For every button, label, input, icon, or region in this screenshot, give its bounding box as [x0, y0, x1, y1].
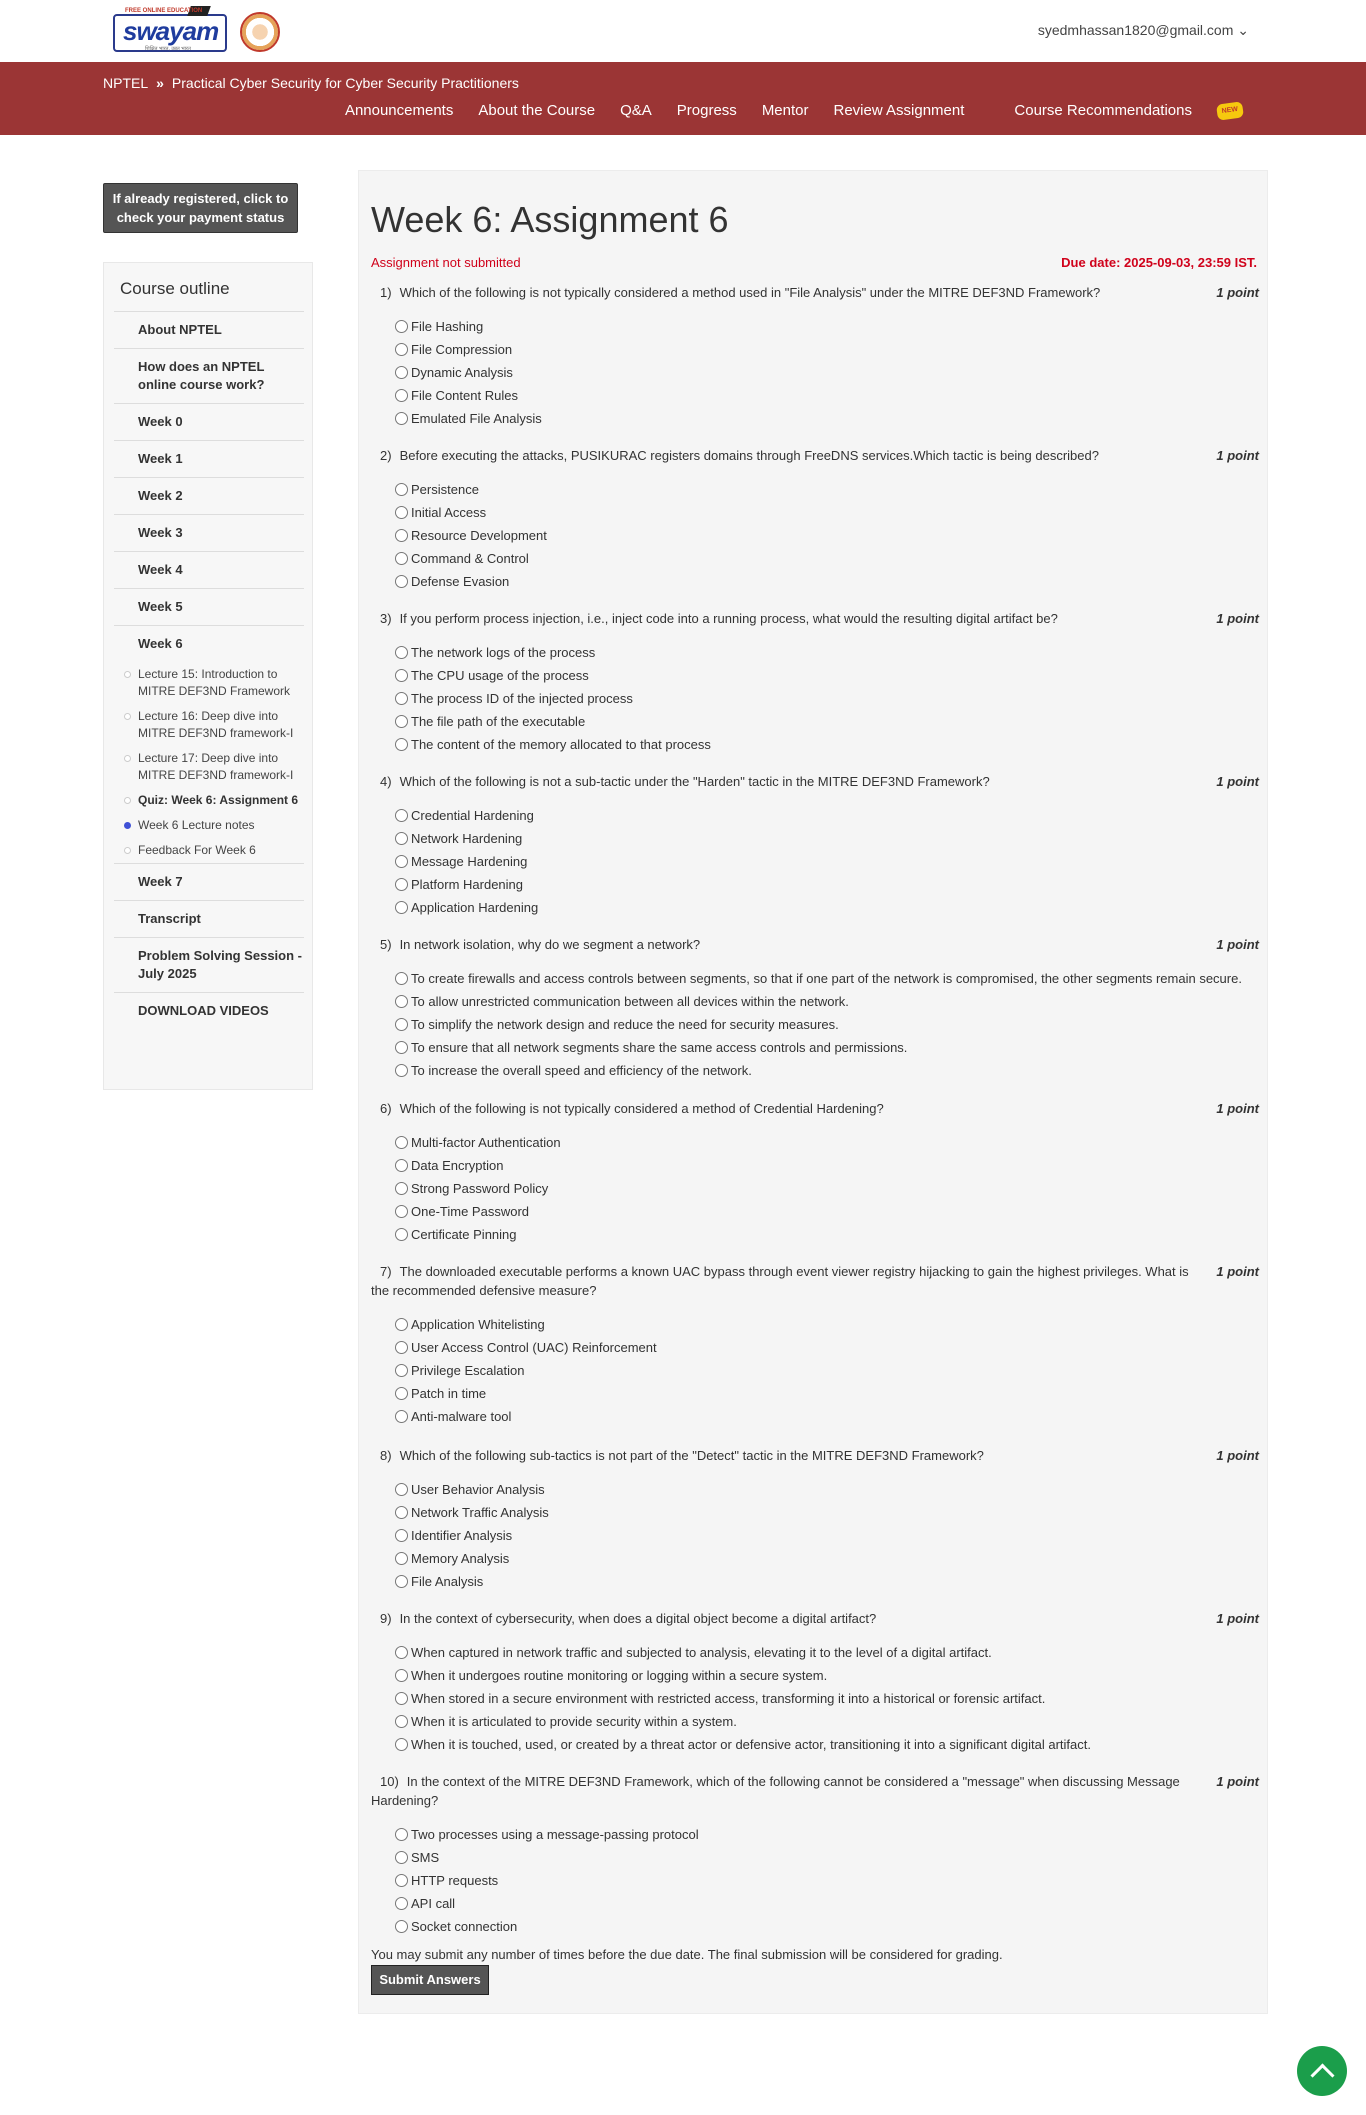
- answer-option-label: Privilege Escalation: [411, 1363, 525, 1378]
- answer-option-label: Anti-malware tool: [411, 1409, 512, 1424]
- outline-item-transcript[interactable]: Transcript: [114, 900, 304, 937]
- outline-item-week-1[interactable]: Week 1: [114, 440, 304, 477]
- question-number: 5): [380, 937, 392, 952]
- question-text: [371, 1772, 1259, 1810]
- swayam-logo-word: swayam: [123, 16, 219, 46]
- radio-button[interactable]: [395, 901, 408, 914]
- radio-button[interactable]: [395, 1136, 408, 1149]
- answer-option[interactable]: [395, 967, 1259, 990]
- radio-button[interactable]: [395, 1669, 408, 1682]
- submit-answers-button[interactable]: Submit Answers: [371, 1965, 489, 1995]
- answer-option-label: One-Time Password: [411, 1204, 529, 1219]
- answer-option[interactable]: [395, 873, 1259, 896]
- question-number: 8): [380, 1448, 392, 1463]
- unvisited-dot-icon: [124, 797, 131, 804]
- outline-sub-quiz-week-6[interactable]: [114, 788, 304, 813]
- answer-option[interactable]: [395, 1892, 1259, 1915]
- radio-button[interactable]: [395, 809, 408, 822]
- outline-sub-label: Lecture 16: Deep dive into MITRE DEF3ND framework-I: [138, 709, 294, 740]
- answer-option-label: Data Encryption: [411, 1158, 504, 1173]
- question-number: 6): [380, 1101, 392, 1116]
- course-nav-bar: [0, 62, 1366, 135]
- radio-button[interactable]: [395, 1897, 408, 1910]
- radio-button[interactable]: [395, 1410, 408, 1423]
- breadcrumb: [103, 75, 519, 91]
- question-prompt: If you perform process injection, i.e., inject code into a running process, what would the resulting digital artifact be?: [399, 611, 1058, 626]
- question-points: 1 point: [1216, 448, 1259, 463]
- answer-option-label: To ensure that all network segments share the same access controls and permissions.: [411, 1040, 908, 1055]
- outline-sub-label: Week 6 Lecture notes: [138, 818, 255, 832]
- answer-option[interactable]: [395, 1846, 1259, 1869]
- question-text: [371, 1099, 1259, 1118]
- question-text: [371, 1262, 1259, 1300]
- user-email: syedmhassan1820@gmail.com: [1037, 22, 1234, 38]
- question-text: [371, 283, 1259, 302]
- radio-button[interactable]: [395, 1205, 408, 1218]
- answer-options: [395, 1478, 1259, 1593]
- radio-button[interactable]: [395, 1874, 408, 1887]
- question-text: [371, 772, 1259, 791]
- question-number: 7): [380, 1264, 392, 1279]
- answer-option[interactable]: [395, 1200, 1259, 1223]
- answer-option-label: Two processes using a message-passing protocol: [411, 1827, 699, 1842]
- outline-item-about-nptel[interactable]: About NPTEL: [114, 311, 304, 348]
- answer-option[interactable]: [395, 804, 1259, 827]
- answer-option[interactable]: [395, 850, 1259, 873]
- question-prompt: The downloaded executable performs a known UAC bypass through event viewer registry hijacking to gain the highest privileges. What is the recommended defensive measure?: [371, 1264, 1189, 1298]
- outline-sub-label: Quiz: Week 6: Assignment 6: [138, 793, 299, 807]
- answer-option[interactable]: [395, 1733, 1259, 1756]
- answer-option[interactable]: [395, 990, 1259, 1013]
- breadcrumb-course[interactable]: Practical Cyber Security for Cyber Security Practitioners: [171, 75, 519, 91]
- radio-button[interactable]: [395, 1364, 408, 1377]
- nav-qa[interactable]: Q&A: [620, 102, 652, 119]
- answer-option[interactable]: [395, 338, 1259, 361]
- new-badge: NEW: [1216, 101, 1244, 120]
- radio-button[interactable]: [395, 412, 408, 425]
- answer-option-label: The network logs of the process: [411, 645, 596, 660]
- answer-option[interactable]: [395, 384, 1259, 407]
- question-prompt: Before executing the attacks, PUSIKURAC registers domains through FreeDNS services.Which tactic is being described?: [399, 448, 1099, 463]
- answer-options: [395, 1641, 1259, 1756]
- question-text: [371, 1609, 1259, 1628]
- answer-option[interactable]: [395, 1641, 1259, 1664]
- answer-option[interactable]: [395, 733, 1259, 756]
- outline-item-how-it-works[interactable]: How does an NPTEL online course work?: [114, 348, 304, 403]
- radio-button[interactable]: [395, 1738, 408, 1751]
- outline-item-problem-solving[interactable]: Problem Solving Session - July 2025: [114, 937, 304, 992]
- radio-button[interactable]: [395, 1228, 408, 1241]
- question-prompt: In the context of the MITRE DEF3ND Framework, which of the following cannot be considered a "message" when discussing Message Hardening?: [371, 1774, 1180, 1808]
- answer-option-label: To create firewalls and access controls between segments, so that if one part of the network is compromised, the other segments remain secure.: [411, 971, 1242, 986]
- answer-option[interactable]: [395, 1405, 1259, 1428]
- answer-option[interactable]: [395, 315, 1259, 338]
- outline-item-week-2[interactable]: Week 2: [114, 477, 304, 514]
- question-prompt: In network isolation, why do we segment a network?: [399, 937, 701, 952]
- nav-course-recommendations[interactable]: [989, 102, 1243, 119]
- swayam-logo[interactable]: [113, 8, 227, 52]
- radio-button[interactable]: [395, 529, 408, 542]
- answer-option-label: To simplify the network design and reduce the need for security measures.: [411, 1017, 839, 1032]
- answer-option[interactable]: [395, 641, 1259, 664]
- nav-mentor[interactable]: Mentor: [761, 102, 809, 119]
- answer-option-label: File Compression: [411, 342, 513, 357]
- nav-about-course[interactable]: About the Course: [478, 102, 596, 119]
- answer-option[interactable]: [395, 1710, 1259, 1733]
- radio-button[interactable]: [395, 692, 408, 705]
- question-text: [371, 446, 1259, 465]
- answer-option[interactable]: [395, 1478, 1259, 1501]
- radio-button[interactable]: [395, 483, 408, 496]
- radio-button[interactable]: [395, 669, 408, 682]
- question-2: [371, 446, 1259, 593]
- answer-option-label: Defense Evasion: [411, 574, 510, 589]
- answer-option[interactable]: [395, 1359, 1259, 1382]
- answer-option-label: Network Hardening: [411, 831, 523, 846]
- answer-option[interactable]: [395, 570, 1259, 593]
- question-text: [371, 609, 1259, 628]
- question-6: [371, 1099, 1259, 1246]
- outline-sub-label: Feedback For Week 6: [138, 843, 256, 857]
- nav-links: [320, 102, 1243, 119]
- outline-item-week-6[interactable]: Week 6: [114, 625, 304, 662]
- radio-button[interactable]: [395, 1018, 408, 1031]
- radio-button[interactable]: [395, 366, 408, 379]
- radio-button[interactable]: [395, 1159, 408, 1172]
- answer-option[interactable]: [395, 1154, 1259, 1177]
- answer-option[interactable]: [395, 1059, 1259, 1082]
- answer-option-label: When it is articulated to provide security within a system.: [411, 1714, 737, 1729]
- nav-course-recommendations-label: Course Recommendations: [1014, 102, 1192, 119]
- radio-button[interactable]: [395, 1552, 408, 1565]
- outline-item-download-videos[interactable]: DOWNLOAD VIDEOS: [114, 992, 304, 1029]
- answer-option-label: Emulated File Analysis: [411, 411, 542, 426]
- question-number: 10): [380, 1774, 399, 1789]
- answer-option[interactable]: [395, 896, 1259, 919]
- answer-option[interactable]: [395, 501, 1259, 524]
- answer-option-label: Application Whitelisting: [411, 1317, 545, 1332]
- radio-button[interactable]: [395, 1483, 408, 1496]
- unvisited-dot-icon: [124, 755, 131, 762]
- answer-options: [395, 641, 1259, 756]
- radio-button[interactable]: [395, 1715, 408, 1728]
- answer-option[interactable]: [395, 1547, 1259, 1570]
- answer-option[interactable]: [395, 361, 1259, 384]
- question-prompt: Which of the following is not a sub-tactic under the "Harden" tactic in the MITRE DEF3ND Framework?: [399, 774, 990, 789]
- question-points: 1 point: [1216, 285, 1259, 300]
- outline-sub-feedback[interactable]: [114, 838, 304, 863]
- answer-option[interactable]: [395, 1524, 1259, 1547]
- answer-option-label: Application Hardening: [411, 900, 539, 915]
- question-number: 9): [380, 1611, 392, 1626]
- radio-button[interactable]: [395, 995, 408, 1008]
- answer-option-label: User Access Control (UAC) Reinforcement: [411, 1340, 657, 1355]
- outline-item-week-5[interactable]: Week 5: [114, 588, 304, 625]
- answer-option[interactable]: [395, 407, 1259, 430]
- answer-option-label: Persistence: [411, 482, 479, 497]
- answer-option-label: API call: [411, 1896, 456, 1911]
- answer-options: [395, 478, 1259, 593]
- outline-sub-lecture-16[interactable]: [114, 704, 304, 746]
- page-title: Week 6: Assignment 6: [371, 199, 729, 240]
- radio-button[interactable]: [395, 1920, 408, 1933]
- answer-option-label: The file path of the executable: [411, 714, 586, 729]
- answer-option[interactable]: [395, 1036, 1259, 1059]
- question-5: [371, 935, 1259, 1082]
- answer-options: [395, 1313, 1259, 1428]
- answer-option-label: Identifier Analysis: [411, 1528, 513, 1543]
- question-number: 2): [380, 448, 392, 463]
- answer-options: [395, 804, 1259, 919]
- top-header: [0, 0, 1366, 62]
- answer-option[interactable]: [395, 478, 1259, 501]
- radio-button[interactable]: [395, 878, 408, 891]
- question-points: 1 point: [1216, 1611, 1259, 1626]
- radio-button[interactable]: [395, 1182, 408, 1195]
- course-outline: [103, 262, 313, 1090]
- radio-button[interactable]: [395, 1387, 408, 1400]
- question-number: 4): [380, 774, 392, 789]
- answer-option-label: When it is touched, used, or created by a threat actor or defensive actor, transitioning it into a significant digital artifact.: [411, 1737, 1091, 1752]
- question-points: 1 point: [1216, 937, 1259, 952]
- question-prompt: In the context of cybersecurity, when does a digital object become a digital artifact?: [399, 1611, 877, 1626]
- answer-option-label: Strong Password Policy: [411, 1181, 549, 1196]
- radio-button[interactable]: [395, 1064, 408, 1077]
- outline-sub-label: Lecture 15: Introduction to MITRE DEF3ND Framework: [138, 667, 291, 698]
- question-number: 1): [380, 285, 392, 300]
- radio-button[interactable]: [395, 1506, 408, 1519]
- radio-button[interactable]: [395, 343, 408, 356]
- answer-option-label: Message Hardening: [411, 854, 528, 869]
- due-date: Due date: 2025-09-03, 23:59 IST.: [1061, 255, 1257, 270]
- question-points: 1 point: [1216, 1101, 1259, 1116]
- radio-button[interactable]: [395, 1041, 408, 1054]
- submit-note: You may submit any number of times before the due date. The final submission will be considered for grading.: [371, 1947, 1003, 1962]
- submission-status: Assignment not submitted: [371, 255, 521, 270]
- answer-option-label: Socket connection: [411, 1919, 518, 1934]
- radio-button[interactable]: [395, 972, 408, 985]
- outline-item-week-7[interactable]: Week 7: [114, 863, 304, 900]
- answer-options: [395, 1823, 1259, 1938]
- outline-sub-lecture-15[interactable]: [114, 662, 304, 704]
- question-4: [371, 772, 1259, 919]
- answer-option[interactable]: [395, 524, 1259, 547]
- visited-dot-icon: [124, 822, 131, 829]
- outline-item-week-0[interactable]: Week 0: [114, 403, 304, 440]
- answer-option-label: Multi-factor Authentication: [411, 1135, 561, 1150]
- chevron-down-icon: ⌄: [1237, 22, 1249, 38]
- unvisited-dot-icon: [124, 847, 131, 854]
- answer-option-label: Command & Control: [411, 551, 529, 566]
- answer-option[interactable]: [395, 1177, 1259, 1200]
- answer-option[interactable]: [395, 547, 1259, 570]
- answer-option[interactable]: [395, 1869, 1259, 1892]
- question-3: [371, 609, 1259, 756]
- breadcrumb-root[interactable]: NPTEL: [103, 75, 149, 91]
- answer-option-label: File Hashing: [411, 319, 484, 334]
- answer-option[interactable]: [395, 1501, 1259, 1524]
- question-points: 1 point: [1216, 774, 1259, 789]
- radio-button[interactable]: [395, 1646, 408, 1659]
- outline-sub-lecture-notes[interactable]: [114, 813, 304, 838]
- answer-options: [395, 967, 1259, 1082]
- radio-button[interactable]: [395, 552, 408, 565]
- answer-option-label: To allow unrestricted communication between all devices within the network.: [411, 994, 849, 1009]
- answer-option[interactable]: [395, 1664, 1259, 1687]
- radio-button[interactable]: [395, 1529, 408, 1542]
- answer-option-label: Platform Hardening: [411, 877, 523, 892]
- radio-button[interactable]: [395, 715, 408, 728]
- answer-option[interactable]: [395, 1687, 1259, 1710]
- radio-button[interactable]: [395, 1851, 408, 1864]
- outline-sub-lecture-17[interactable]: [114, 746, 304, 788]
- radio-button[interactable]: [395, 506, 408, 519]
- answer-option-label: Resource Development: [411, 528, 547, 543]
- answer-option[interactable]: [395, 1313, 1259, 1336]
- outline-sub-label: Lecture 17: Deep dive into MITRE DEF3ND framework-I: [138, 751, 294, 782]
- question-prompt: Which of the following is not typically considered a method of Credential Hardening?: [399, 1101, 884, 1116]
- question-text: [371, 1446, 1259, 1465]
- question-points: 1 point: [1216, 1264, 1259, 1279]
- unvisited-dot-icon: [124, 671, 131, 678]
- user-menu[interactable]: [1038, 22, 1249, 39]
- question-points: 1 point: [1216, 611, 1259, 626]
- answer-option-label: When captured in network traffic and subjected to analysis, elevating it to the level of a digital artifact.: [411, 1645, 992, 1660]
- answer-option-label: When it undergoes routine monitoring or logging within a secure system.: [411, 1668, 828, 1683]
- radio-button[interactable]: [395, 855, 408, 868]
- breadcrumb-separator: »: [156, 75, 164, 91]
- answer-options: [395, 1131, 1259, 1246]
- answer-option-label: The CPU usage of the process: [411, 668, 589, 683]
- answer-option[interactable]: [395, 1382, 1259, 1405]
- answer-option[interactable]: [395, 1915, 1259, 1938]
- answer-option-label: SMS: [411, 1850, 440, 1865]
- radio-button[interactable]: [395, 389, 408, 402]
- answer-option-label: Network Traffic Analysis: [411, 1505, 549, 1520]
- swayam-logo-tag: FREE ONLINE EDUCATION: [125, 8, 203, 14]
- radio-button[interactable]: [395, 738, 408, 751]
- scroll-to-top-button[interactable]: [1297, 2046, 1347, 2096]
- nav-review-assignment[interactable]: Review Assignment: [833, 102, 965, 119]
- answer-option[interactable]: [395, 1013, 1259, 1036]
- answer-option[interactable]: [395, 1823, 1259, 1846]
- nav-announcements[interactable]: Announcements: [344, 102, 454, 119]
- unvisited-dot-icon: [124, 713, 131, 720]
- radio-button[interactable]: [395, 1575, 408, 1588]
- question-prompt: Which of the following is not typically considered a method used in "File Analysis" under the MITRE DEF3ND Framework?: [399, 285, 1101, 300]
- question-number: 3): [380, 611, 392, 626]
- question-text: [371, 935, 1259, 954]
- answer-option-label: The content of the memory allocated to that process: [411, 737, 711, 752]
- question-7: [371, 1262, 1259, 1428]
- outline-item-week-4[interactable]: Week 4: [114, 551, 304, 588]
- swayam-logo-sub: शिक्षित भारत, उन्नत भारत: [145, 46, 191, 52]
- answer-option[interactable]: [395, 1336, 1259, 1359]
- answer-options: [395, 315, 1259, 430]
- radio-button[interactable]: [395, 646, 408, 659]
- question-9: [371, 1609, 1259, 1756]
- question-points: 1 point: [1216, 1448, 1259, 1463]
- question-prompt: Which of the following sub-tactics is not part of the "Detect" tactic in the MITRE DEF3ND Framework?: [399, 1448, 984, 1463]
- assignment-panel: [358, 170, 1268, 2014]
- question-points: 1 point: [1216, 1774, 1259, 1789]
- question-1: [371, 283, 1259, 430]
- answer-option[interactable]: [395, 1223, 1259, 1246]
- course-outline-list: [114, 311, 304, 1029]
- radio-button[interactable]: [395, 832, 408, 845]
- emblem-logo-icon: [240, 12, 280, 52]
- answer-option-label: File Content Rules: [411, 388, 518, 403]
- question-8: [371, 1446, 1259, 1593]
- radio-button[interactable]: [395, 1828, 408, 1841]
- answer-option-label: The process ID of the injected process: [411, 691, 633, 706]
- answer-option[interactable]: [395, 827, 1259, 850]
- payment-status-button[interactable]: If already registered, click to check your payment status: [103, 183, 298, 233]
- answer-option-label: HTTP requests: [411, 1873, 499, 1888]
- answer-option-label: Initial Access: [411, 505, 487, 520]
- answer-option-label: File Analysis: [411, 1574, 484, 1589]
- radio-button[interactable]: [395, 1692, 408, 1705]
- radio-button[interactable]: [395, 575, 408, 588]
- answer-option-label: Certificate Pinning: [411, 1227, 517, 1242]
- answer-option-label: To increase the overall speed and efficiency of the network.: [411, 1063, 752, 1078]
- answer-option[interactable]: [395, 1570, 1259, 1593]
- question-10: [371, 1772, 1259, 1938]
- answer-option-label: Dynamic Analysis: [411, 365, 513, 380]
- answer-option-label: Credential Hardening: [411, 808, 534, 823]
- answer-option-label: Patch in time: [411, 1386, 487, 1401]
- radio-button[interactable]: [395, 1341, 408, 1354]
- nav-progress[interactable]: Progress: [676, 102, 737, 119]
- outline-item-week-3[interactable]: Week 3: [114, 514, 304, 551]
- answer-option[interactable]: [395, 1131, 1259, 1154]
- radio-button[interactable]: [395, 320, 408, 333]
- answer-option[interactable]: [395, 710, 1259, 733]
- course-outline-title: Course outline: [120, 279, 230, 298]
- answer-option-label: User Behavior Analysis: [411, 1482, 545, 1497]
- radio-button[interactable]: [395, 1318, 408, 1331]
- answer-option[interactable]: [395, 687, 1259, 710]
- answer-option[interactable]: [395, 664, 1259, 687]
- answer-option-label: Memory Analysis: [411, 1551, 510, 1566]
- answer-option-label: When stored in a secure environment with restricted access, transforming it into a historical or forensic artifact.: [411, 1691, 1046, 1706]
